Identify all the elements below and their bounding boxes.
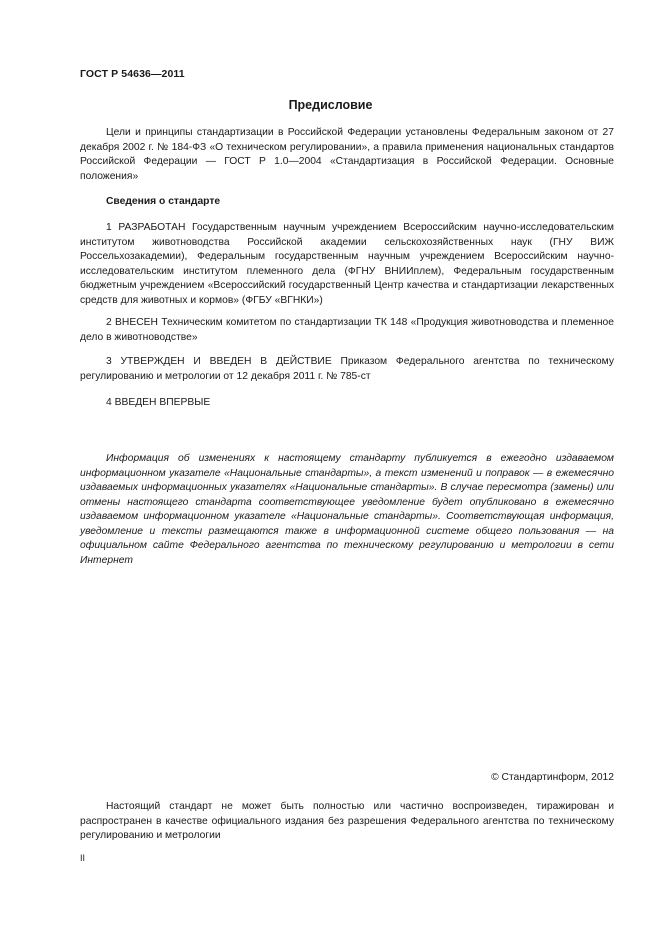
copyright-line: © Стандартинформ, 2012 — [491, 772, 614, 783]
document-code: ГОСТ Р 54636—2011 — [80, 68, 185, 80]
item-approved: 3 УТВЕРЖДЕН И ВВЕДЕН В ДЕЙСТВИЕ Приказом Федерального агентства по техническому регулированию и метрологии от 12 декабря 2011 г. № 785-ст — [80, 356, 614, 382]
item-developed: 1 РАЗРАБОТАН Государственным научным учреждением Всероссийским научно-исследовательским институтом животноводства Российской академии сельскохозяйственных наук (ГНУ ВИЖ Россельхозакадемии), Федеральным государственным научным учреждением Всероссийским научно-исследовательским институтом племенного дела (ФГНУ ВНИИплем), Федеральным государственным бюджетным учреждением «Всероссийский государственный Центр качества и стандартизации лекарственных средств для животных и кормов» (ФГБУ «ВГНКИ») — [80, 222, 614, 306]
info-note: Информация об изменениях к настоящему стандарту публикуется в ежегодно издаваемом информационном указателе «Национальные стандарты», а текст изменений и поправок — в ежемесячно издаваемых информационных указателях «Национальные стандарты». В случае пересмотра (замены) или отмены настоящего стандарта соответствующее уведомление будет опубликовано в ежемесячно издаваемом информационном указателе «Национальные стандарты». Соответствующая информация, уведомление и тексты размещаются также в информационной системе общего пользования — на официальном сайте Федерального агентства по техническому регулированию и метрологии в сети Интернет — [80, 453, 614, 566]
item-first-introduced: 4 ВВЕДЕН ВПЕРВЫЕ — [106, 397, 211, 408]
item-submitted: 2 ВНЕСЕН Техническим комитетом по стандартизации ТК 148 «Продукция животноводства и племенное дело в животноводстве» — [80, 317, 614, 343]
section-subheading: Сведения о стандарте — [106, 196, 221, 207]
page-title: Предисловие — [288, 98, 373, 112]
intro-paragraph: Цели и принципы стандартизации в Российской Федерации установлены Федеральным законом от 27 декабря 2002 г. № 184-ФЗ «О техническом регулировании», а правила применения национальных стандартов Российской Федерации — ГОСТ Р 1.0—2004 «Стандартизация в Российской Федерации. Основные положения» — [80, 127, 614, 182]
footer-note: Настоящий стандарт не может быть полностью или частично воспроизведен, тиражирован и распространен в качестве официального издания без разрешения Федерального агентства по техническому регулированию и метрологии — [80, 801, 614, 841]
page-number: II — [80, 853, 86, 863]
